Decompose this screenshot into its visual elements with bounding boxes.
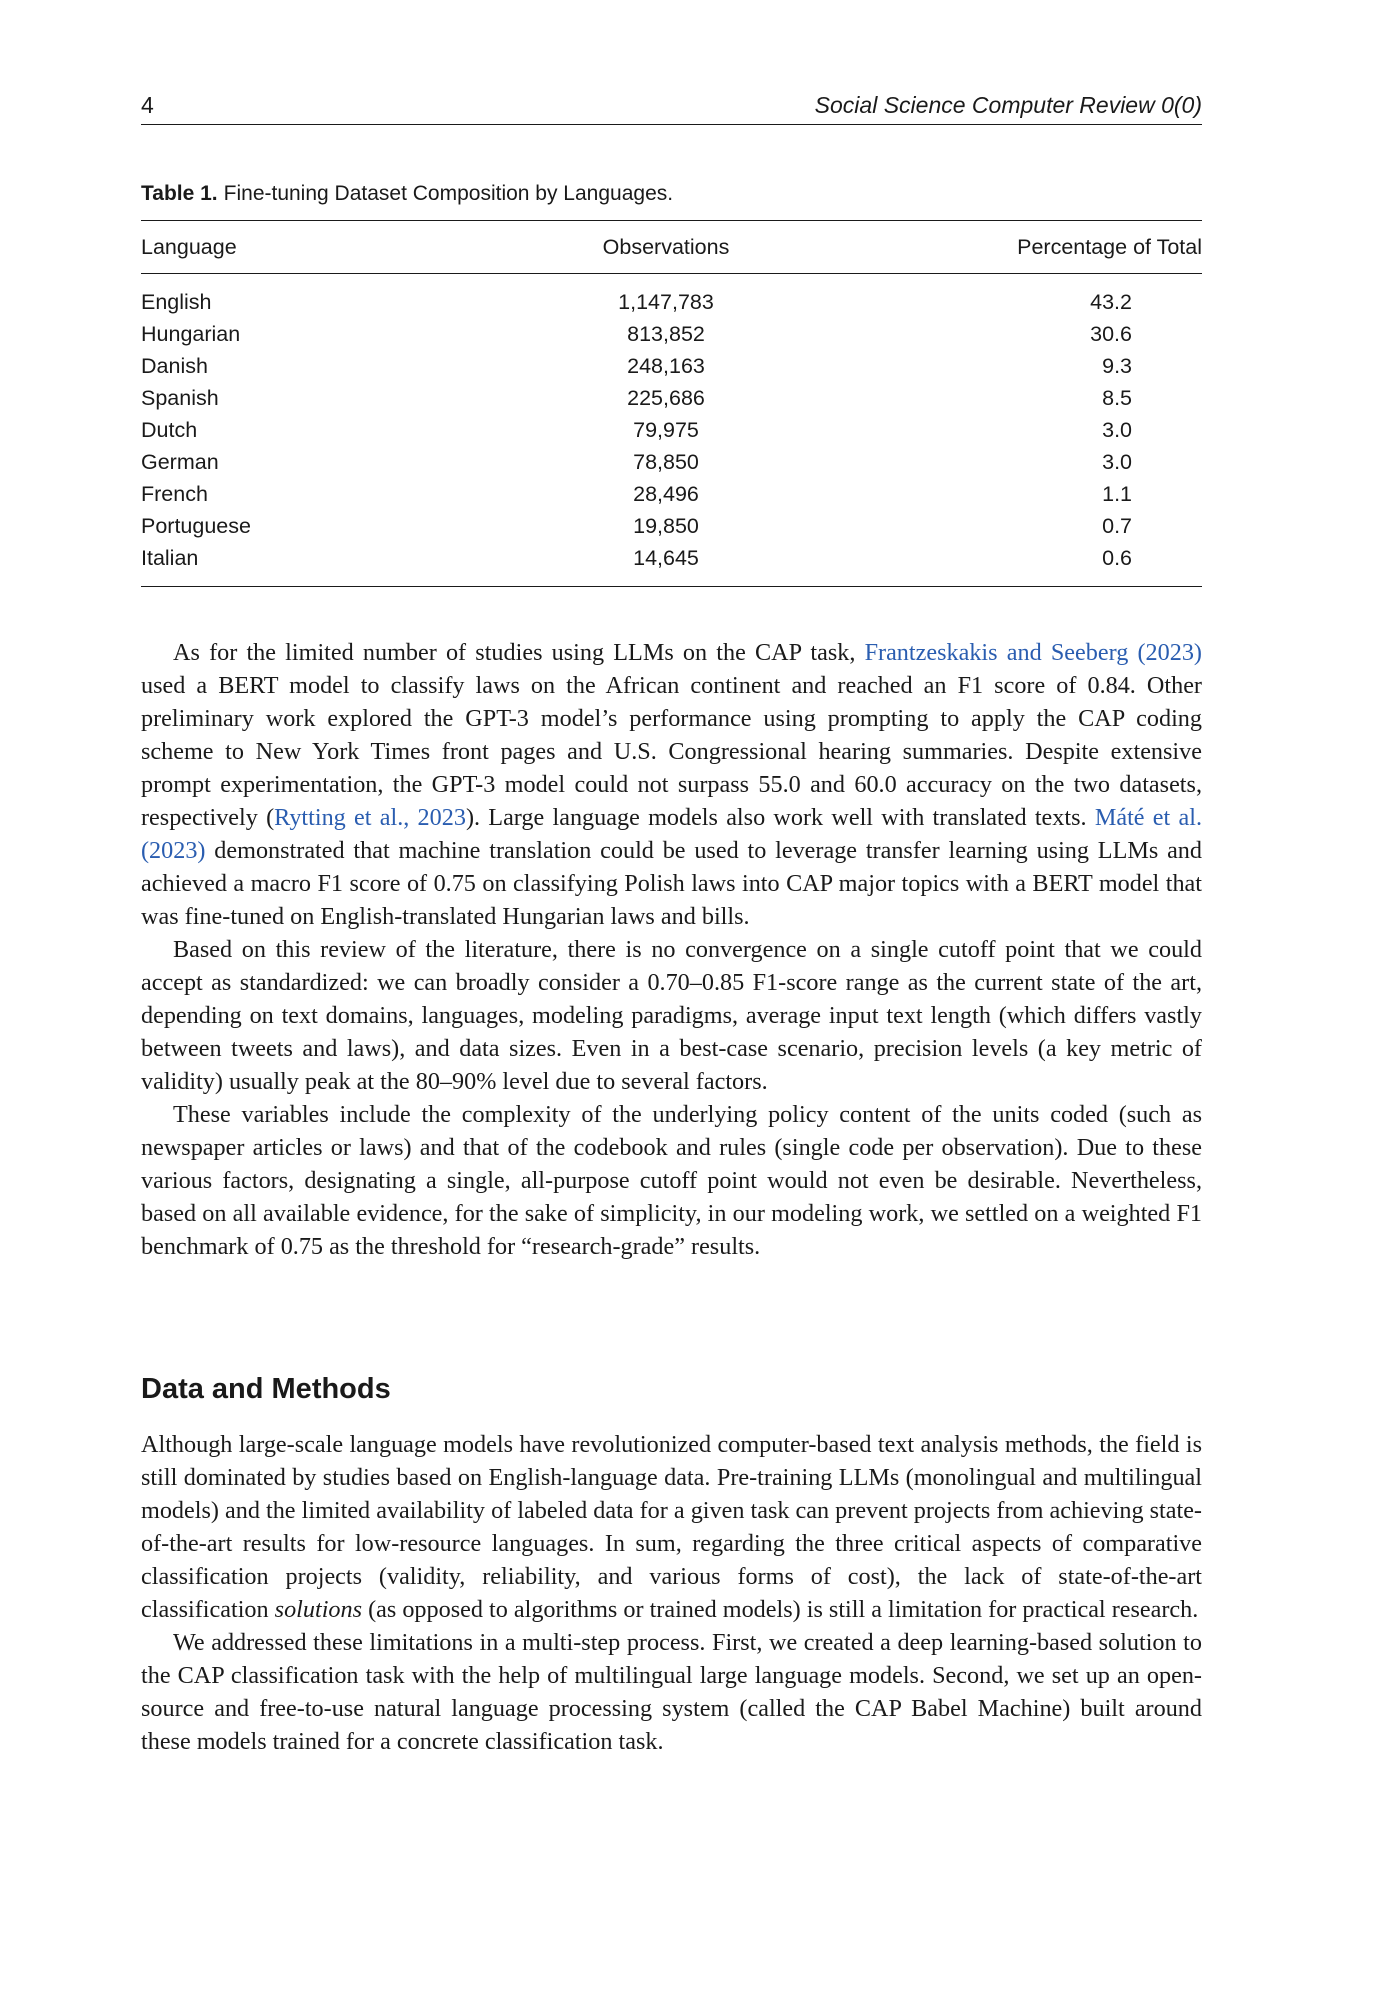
section-heading: Data and Methods [141,1373,391,1405]
cell-observations: 28,496 [633,482,699,506]
journal-title: Social Science Computer Review 0(0) [814,92,1202,118]
page-number: 4 [141,92,154,118]
table-caption-text: Fine-tuning Dataset Composition by Languages. [223,182,674,205]
text-run: ). Large language models also work well with translated texts. [465,804,1095,831]
column-header-percentage: Percentage of Total [861,221,1202,274]
composition-table [141,220,1202,587]
cell-language: German [141,450,219,474]
table-row [141,274,1202,319]
cell-observations: 19,850 [633,514,699,538]
text-run: (as opposed to algorithms or trained models) is still a limitation for practical research. [362,1596,1199,1623]
body-text-upper [141,636,1202,1263]
cell-percentage: 0.7 [1102,514,1132,538]
cell-observations: 248,163 [627,354,705,378]
column-header-observations: Observations [471,221,861,274]
text-run: As for the limited number of studies using LLMs on the CAP task, [173,639,865,666]
cell-language: Danish [141,354,208,378]
table-header-row [141,221,1202,274]
table-row [141,382,1202,414]
table-caption [141,182,1202,206]
body-text-lower [141,1428,1202,1758]
paragraph: We addressed these limitations in a multi-step process. First, we created a deep learning-based solution to the CAP classification task with the help of multilingual large language models. Second, we set up an open-source and free-to-use natural language processing system (called the CAP Babel Machine) built around these models trained for a concrete classification task. [141,1629,1202,1755]
table-row [141,446,1202,478]
cell-language: Spanish [141,386,219,410]
cell-percentage: 43.2 [1090,290,1132,314]
table-row [141,542,1202,587]
table-row [141,350,1202,382]
text-run: Although large-scale language models have revolutionized computer-based text analysis methods, the field is still dominated by studies based on English-language data. Pre-training LLMs (monolingual and multilingual models) and the limited availability of labeled data for a given task can prevent projects from achieving state-of-the-art results for low-resource languages. In sum, regarding the three critical aspects of comparative classification projects (validity, reliability, and various forms of cost), the lack of state-of-the-art classification [141,1431,1202,1623]
cell-percentage: 3.0 [1102,450,1132,474]
citation-link[interactable]: Máté et al. (2023) [141,804,1202,864]
cell-observations: 1,147,783 [618,290,714,314]
cell-observations: 14,645 [633,546,699,570]
citation-link[interactable]: Frantzeskakis and Seeberg (2023) [864,639,1202,666]
cell-language: Italian [141,546,199,570]
cell-language: Dutch [141,418,198,442]
cell-observations: 813,852 [627,322,705,346]
cell-percentage: 30.6 [1090,322,1132,346]
cell-observations: 225,686 [627,386,705,410]
paragraph: Based on this review of the literature, there is no convergence on a single cutoff point that we could accept as standardized: we can broadly consider a 0.70–0.85 F1-score range as the current state of the art, depending on text domains, languages, modeling paradigms, average input text length (which differs vastly between tweets and laws), and data sizes. Even in a best-case scenario, precision levels (a key metric of validity) usually peak at the 80–90% level due to several factors. [141,936,1202,1095]
cell-percentage: 9.3 [1102,354,1132,378]
cell-observations: 79,975 [633,418,699,442]
cell-observations: 78,850 [633,450,699,474]
column-header-language: Language [141,221,471,274]
cell-percentage: 0.6 [1102,546,1132,570]
table-row [141,318,1202,350]
table-row [141,510,1202,542]
running-head [141,88,1202,125]
text-run: demonstrated that machine translation could be used to leverage transfer learning using LLMs and achieved a macro F1 score of 0.75 on classifying Polish laws into CAP major topics with a BERT model that was fine-tuned on English-translated Hungarian laws and bills. [141,837,1202,930]
table-label: Table 1. [141,182,218,205]
table-row [141,414,1202,446]
citation-link[interactable]: Rytting et al., 2023 [274,804,466,831]
cell-percentage: 8.5 [1102,386,1132,410]
emphasis: solutions [274,1596,363,1623]
paragraph [141,636,1202,933]
paragraph: These variables include the complexity of the underlying policy content of the units coded (such as newspaper articles or laws) and that of the codebook and rules (single code per observation). Due to these various factors, designating a single, all-purpose cutoff point would not even be desirable. Nevertheless, based on all available evidence, for the sake of simplicity, in our modeling work, we settled on a weighted F1 benchmark of 0.75 as the threshold for “research-grade” results. [141,1101,1202,1260]
text-run: used a BERT model to classify laws on the African continent and reached an F1 score of 0.84. Other preliminary work explored the GPT-3 model’s performance using prompting to apply the CAP coding scheme to New York Times front pages and U.S. Congressional hearing summaries. Despite extensive prompt experimentation, the GPT-3 model could not surpass 55.0 and 60.0 accuracy on the two datasets, respectively ( [141,672,1202,831]
paragraph [141,1428,1202,1626]
cell-percentage: 1.1 [1102,482,1132,506]
cell-language: French [141,482,208,506]
cell-language: Portuguese [141,514,251,538]
cell-language: Hungarian [141,322,241,346]
cell-language: English [141,290,212,314]
cell-percentage: 3.0 [1102,418,1132,442]
table-row [141,478,1202,510]
